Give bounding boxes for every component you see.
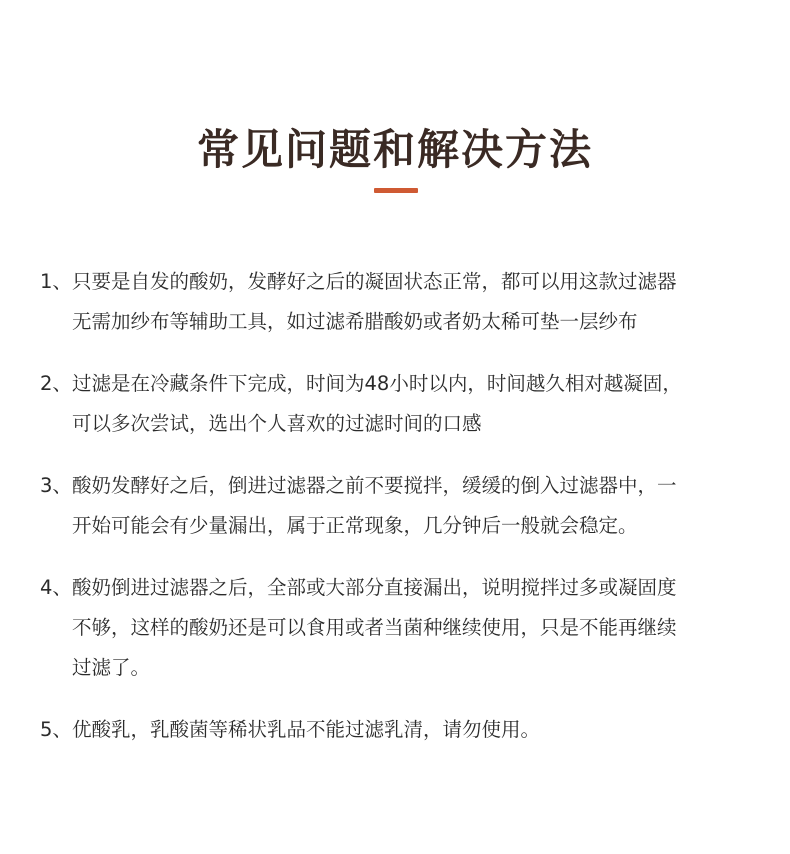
faq-item-number: 1、 [40, 270, 72, 293]
faq-item-5 [0, 710, 790, 750]
faq-line [0, 466, 790, 506]
faq-item-1 [0, 262, 790, 342]
faq-item-text: 只要是自发的酸奶，发酵好之后的凝固状态正常，都可以用这款过滤器 [72, 270, 677, 293]
faq-item-text: 过滤了。 [72, 656, 151, 679]
faq-line [0, 364, 790, 404]
faq-item-text: 开始可能会有少量漏出，属于正常现象，几分钟后一般就会稳定。 [72, 514, 638, 537]
title-accent-bar [374, 188, 418, 193]
faq-item-text: 可以多次尝试，选出个人喜欢的过滤时间的口感 [72, 412, 482, 435]
faq-item-text: 过滤是在冷藏条件下完成，时间为48小时以内，时间越久相对越凝固， [72, 372, 682, 395]
page-title: 常见问题和解决方法 [196, 125, 593, 175]
faq-item-number: 3、 [40, 474, 72, 497]
faq-list [0, 262, 790, 772]
faq-item-text: 无需加纱布等辅助工具，如过滤希腊酸奶或者奶太稀可垫一层纱布 [72, 310, 638, 333]
faq-item-3 [0, 466, 790, 546]
faq-item-number: 5、 [40, 718, 72, 741]
faq-item-4 [0, 568, 790, 688]
faq-line [0, 710, 790, 750]
faq-line [0, 568, 790, 608]
faq-item-number: 2、 [40, 372, 72, 395]
faq-item-text: 优酸乳，乳酸菌等稀状乳品不能过滤乳清，请勿使用。 [72, 718, 541, 741]
faq-item-2 [0, 364, 790, 444]
faq-item-text: 酸奶倒进过滤器之后，全部或大部分直接漏出，说明搅拌过多或凝固度 [72, 576, 677, 599]
faq-line [0, 262, 790, 302]
faq-item-text: 酸奶发酵好之后，倒进过滤器之前不要搅拌，缓缓的倒入过滤器中，一 [72, 474, 677, 497]
faq-item-number: 4、 [40, 576, 72, 599]
faq-item-text: 不够，这样的酸奶还是可以食用或者当菌种继续使用，只是不能再继续 [72, 616, 677, 639]
